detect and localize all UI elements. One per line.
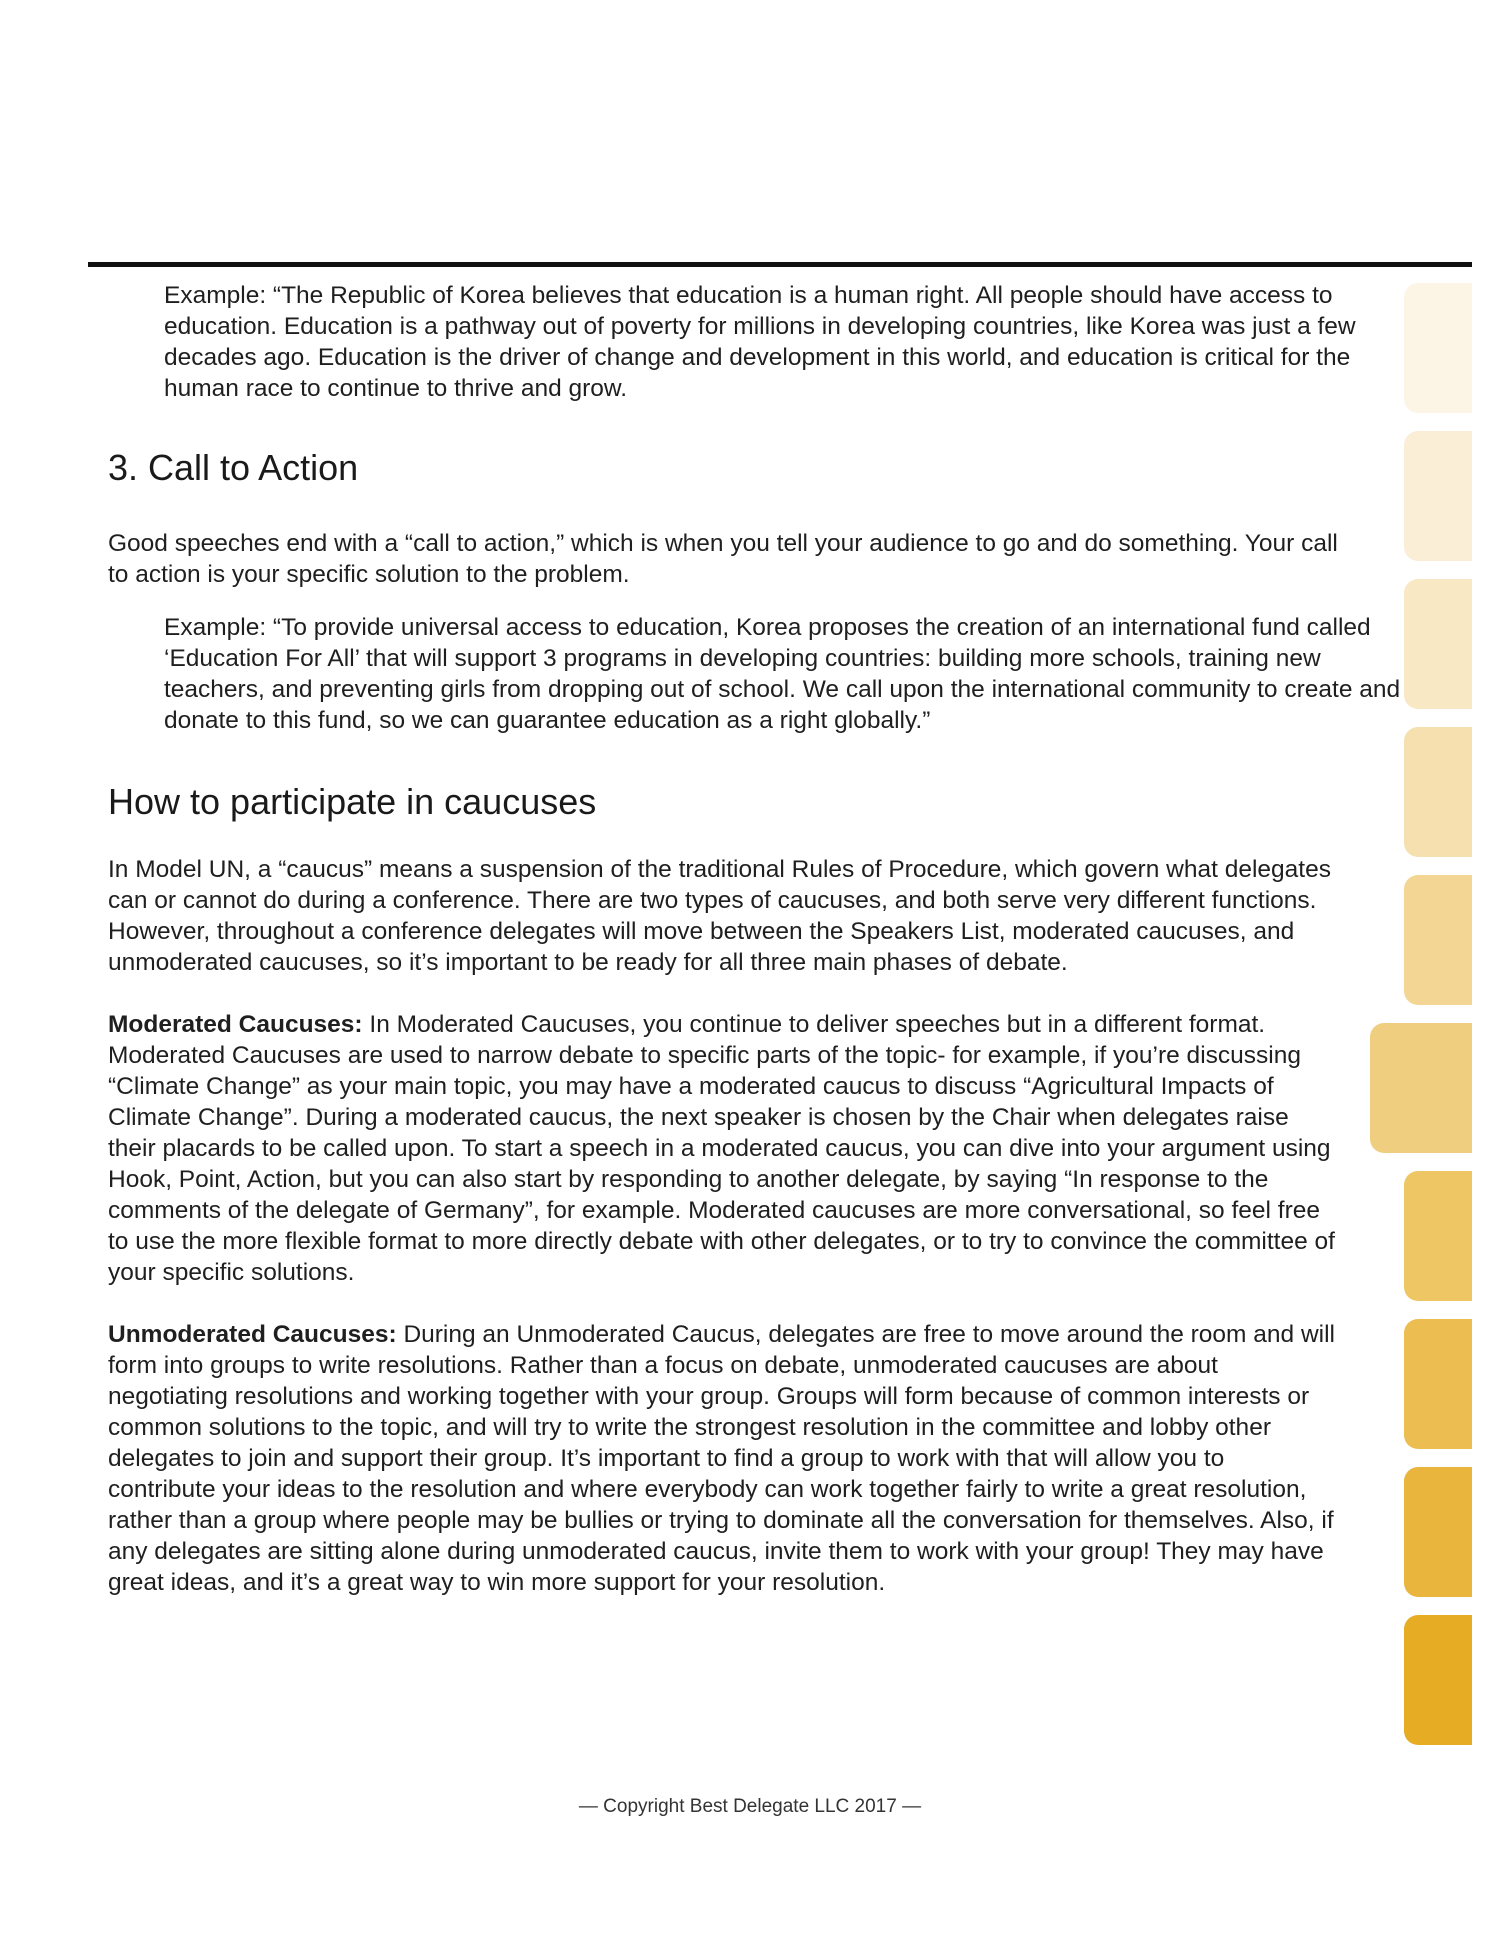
side-tab-5[interactable]: [1404, 875, 1472, 1005]
heading-caucuses: How to participate in caucuses: [108, 781, 597, 822]
copyright-footer: — Copyright Best Delegate LLC 2017 —: [578, 1796, 922, 1817]
side-tab-9[interactable]: [1404, 1467, 1472, 1597]
side-tab-3[interactable]: [1404, 579, 1472, 709]
side-tab-4[interactable]: [1404, 727, 1472, 857]
example-call-to-action: Example: “To provide universal access to education, Korea proposes the creation of an international fund called ‘Education For All’ that will support 3 programs in developing countries: building more schools, training new teachers, and preventing girls from dropping out of school. We call upon the international community to create and donate to this fund, so we can guarantee education as a right globally.”: [164, 614, 1401, 734]
unmoderated-caucus-paragraph: [108, 1319, 1338, 1598]
side-tab-8[interactable]: [1404, 1319, 1472, 1449]
moderated-caucus-paragraph: [108, 1009, 1338, 1288]
side-tab-2[interactable]: [1404, 431, 1472, 561]
heading-call-to-action: 3. Call to Action: [108, 447, 359, 488]
moderated-caucus-text: In Moderated Caucuses, you continue to deliver speeches but in a different format. Moderated Caucuses are used to narrow debate to specific parts of the topic- for example, if you’re discussing “Climate Change” as your main topic, you may have a moderated caucus to discuss “Agricultural Impacts of Climate Change”. During a moderated caucus, the next speaker is chosen by the Chair when delegates raise their placards to be called upon. To start a speech in a moderated caucus, you can dive into your argument using Hook, Point, Action, but you can also start by responding to another delegate, by saying “In response to the comments of the delegate of Germany”, for example. Moderated caucuses are more conversational, so feel free to use the more flexible format to more directly debate with other delegates, or to try to convince the committee of your specific solutions.: [108, 1011, 1335, 1286]
moderated-caucus-label: Moderated Caucuses:: [108, 1011, 363, 1038]
header-rule: [88, 262, 1472, 267]
caucus-intro-paragraph: In Model UN, a “caucus” means a suspension of the traditional Rules of Procedure, which govern what delegates can or cannot do during a conference. There are two types of caucuses, and both serve very different functions. However, throughout a conference delegates will move between the Speakers List, moderated caucuses, and unmoderated caucuses, so it’s important to be ready for all three main phases of debate.: [108, 856, 1331, 976]
side-tab-7[interactable]: [1404, 1171, 1472, 1301]
example-korea-education: Example: “The Republic of Korea believes that education is a human right. All people should have access to education. Education is a pathway out of poverty for millions in developing countries, like Korea was just a few decades ago. Education is the driver of change and development in this world, and education is critical for the human race to continue to thrive and grow.: [164, 282, 1356, 402]
side-tab-10[interactable]: [1404, 1615, 1472, 1745]
call-to-action-paragraph: Good speeches end with a “call to action,” which is when you tell your audience to go and do something. Your call to action is your specific solution to the problem.: [108, 530, 1338, 588]
unmoderated-caucus-text: During an Unmoderated Caucus, delegates are free to move around the room and will form into groups to write resolutions. Rather than a focus on debate, unmoderated caucuses are about negotiating resolutions and working together with your group. Groups will form because of common interests or common solutions to the topic, and will try to write the strongest resolution in the committee and lobby other delegates to join and support their group. It’s important to find a group to work with that will allow you to contribute your ideas to the resolution and where everybody can work together fairly to write a great resolution, rather than a group where people may be bullies or trying to dominate all the conversation for themselves. Also, if any delegates are sitting alone during unmoderated caucus, invite them to work with your group! They may have great ideas, and it’s a great way to win more support for your resolution.: [108, 1321, 1335, 1596]
page-content: [108, 280, 1401, 1598]
unmoderated-caucus-label: Unmoderated Caucuses:: [108, 1321, 397, 1348]
side-tab-6-active[interactable]: [1370, 1023, 1472, 1153]
side-tab-1[interactable]: [1404, 283, 1472, 413]
